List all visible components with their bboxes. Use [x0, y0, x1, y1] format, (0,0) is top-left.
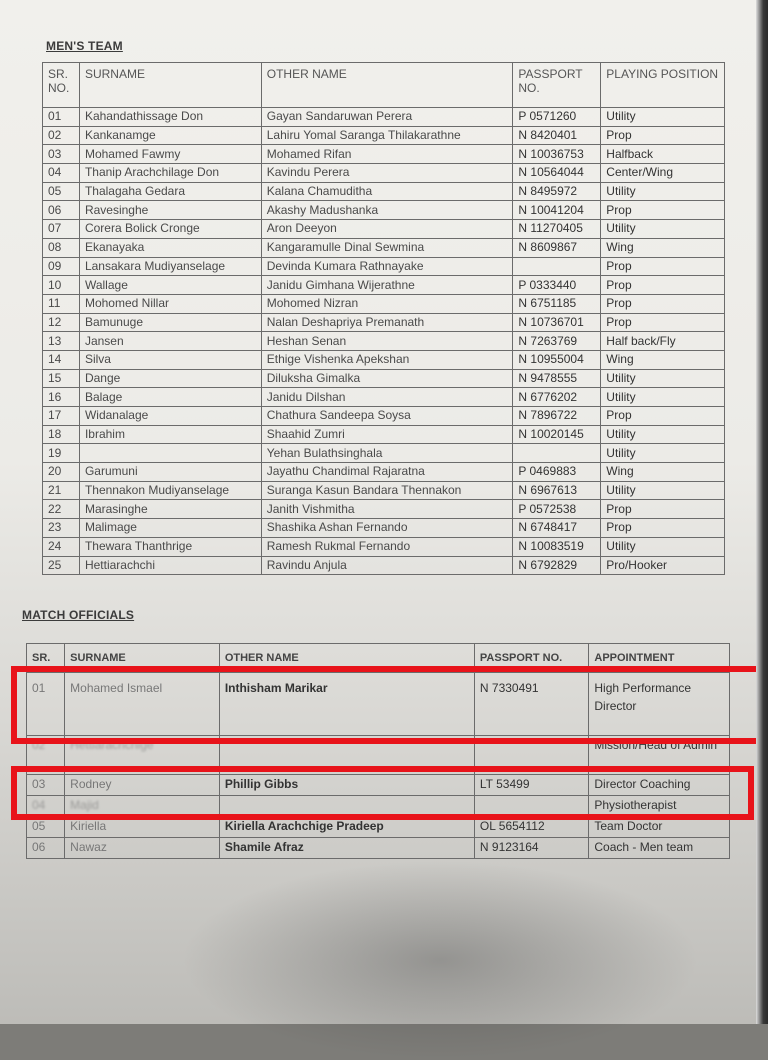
table-row [43, 463, 725, 482]
match-officials-title: MATCH OFFICIALS [22, 608, 135, 622]
cell-other-name: Janidu Dilshan [261, 388, 513, 407]
cell-other-name: Kalana Chamuditha [261, 182, 513, 201]
cell-position: Prop [601, 201, 725, 220]
cell-position: Utility [601, 537, 725, 556]
cell-other-name: Kavindu Perera [261, 164, 513, 183]
mens-team-table [42, 62, 725, 575]
cell-surname: Silva [79, 350, 261, 369]
cell-other-name: Suranga Kasun Bandara Thennakon [261, 481, 513, 500]
cell-sr: 14 [43, 350, 80, 369]
cell-sr: 15 [43, 369, 80, 388]
cell-passport: N 10736701 [513, 313, 601, 332]
cell-surname: Balage [79, 388, 261, 407]
table-row [43, 556, 725, 575]
table-row [43, 145, 725, 164]
cell-sr: 02 [27, 736, 65, 775]
cell-surname: Bamunuge [79, 313, 261, 332]
cell-passport: N 8420401 [513, 126, 601, 145]
cell-surname: Nawaz [65, 838, 220, 859]
table-row [43, 126, 725, 145]
cell-sr: 09 [43, 257, 80, 276]
cell-position: Wing [601, 463, 725, 482]
cell-passport: N 10020145 [513, 425, 601, 444]
table-row [43, 313, 725, 332]
cell-surname: Kiriella [65, 817, 220, 838]
cell-passport: N 7896722 [513, 407, 601, 426]
table-row [43, 519, 725, 538]
cell-sr: 05 [27, 817, 65, 838]
cell-passport: P 0333440 [513, 276, 601, 295]
table-row [43, 481, 725, 500]
shadow-overlay [180, 860, 700, 1060]
cell-appointment: Team Doctor [589, 817, 730, 838]
cell-passport: N 10564044 [513, 164, 601, 183]
cell-sr: 02 [43, 126, 80, 145]
table-row [43, 164, 725, 183]
cell-other-name: Akashy Madushanka [261, 201, 513, 220]
cell-passport: N 10083519 [513, 537, 601, 556]
table-row [43, 332, 725, 351]
cell-position: Prop [601, 313, 725, 332]
cell-passport: N 6776202 [513, 388, 601, 407]
table-row [43, 257, 725, 276]
cell-sr: 04 [27, 796, 65, 817]
cell-position: Pro/Hooker [601, 556, 725, 575]
cell-other-name: Devinda Kumara Rathnayake [261, 257, 513, 276]
cell-passport [513, 444, 601, 463]
cell-sr: 13 [43, 332, 80, 351]
cell-surname: Lansakara Mudiyanselage [79, 257, 261, 276]
header-surname: SURNAME [65, 644, 220, 673]
cell-passport: N 9123164 [474, 838, 588, 859]
cell-position: Utility [601, 182, 725, 201]
cell-surname: Ravesinghe [79, 201, 261, 220]
cell-position: Utility [601, 425, 725, 444]
cell-other-name: Nalan Deshapriya Premanath [261, 313, 513, 332]
cell-other-name: Heshan Senan [261, 332, 513, 351]
cell-passport: P 0469883 [513, 463, 601, 482]
cell-appointment: High Performance Director [589, 673, 730, 736]
header-other-name: OTHER NAME [219, 644, 474, 673]
table-row [43, 294, 725, 313]
cell-surname: Majid [65, 796, 220, 817]
cell-position: Halfback [601, 145, 725, 164]
cell-sr: 11 [43, 294, 80, 313]
cell-position: Prop [601, 500, 725, 519]
cell-sr: 16 [43, 388, 80, 407]
cell-sr: 01 [27, 673, 65, 736]
cell-other-name: Lahiru Yomal Saranga Thilakarathne [261, 126, 513, 145]
cell-position: Utility [601, 220, 725, 239]
table-row [43, 182, 725, 201]
cell-passport: N 8495972 [513, 182, 601, 201]
cell-surname: Dange [79, 369, 261, 388]
cell-sr: 06 [43, 201, 80, 220]
cell-sr: 24 [43, 537, 80, 556]
cell-other-name: Aron Deeyon [261, 220, 513, 239]
cell-appointment: Physiotherapist [589, 796, 730, 817]
cell-surname: Thennakon Mudiyanselage [79, 481, 261, 500]
highlight-box-director-coaching [11, 766, 754, 820]
page-edge [756, 0, 768, 1024]
table-row [43, 108, 725, 127]
cell-passport: N 7263769 [513, 332, 601, 351]
cell-other-name: Shashika Ashan Fernando [261, 519, 513, 538]
cell-sr: 17 [43, 407, 80, 426]
cell-appointment: Coach - Men team [589, 838, 730, 859]
cell-position: Utility [601, 388, 725, 407]
cell-passport: P 0572538 [513, 500, 601, 519]
table-row [27, 838, 730, 859]
table-row [43, 350, 725, 369]
cell-surname [79, 444, 261, 463]
cell-surname: Mohomed Nillar [79, 294, 261, 313]
cell-other-name: Shamile Afraz [219, 838, 474, 859]
cell-passport: N 6792829 [513, 556, 601, 575]
cell-passport: N 11270405 [513, 220, 601, 239]
highlight-box-high-performance-director [11, 666, 763, 744]
cell-sr: 03 [43, 145, 80, 164]
cell-other-name: Yehan Bulathsinghala [261, 444, 513, 463]
cell-surname: Corera Bolick Cronge [79, 220, 261, 239]
cell-sr: 21 [43, 481, 80, 500]
cell-surname: Ekanayaka [79, 238, 261, 257]
cell-passport: OL 5654112 [474, 817, 588, 838]
header-position: PLAYING POSITION [601, 63, 725, 108]
cell-surname: Hettiarachchi [79, 556, 261, 575]
cell-position: Prop [601, 519, 725, 538]
cell-sr: 25 [43, 556, 80, 575]
table-row [43, 537, 725, 556]
cell-other-name: Shaahid Zumri [261, 425, 513, 444]
cell-other-name: Inthisham Marikar [219, 673, 474, 736]
cell-other-name: Mohamed Rifan [261, 145, 513, 164]
cell-position: Wing [601, 238, 725, 257]
header-sr: SR. NO. [43, 63, 80, 108]
cell-sr: 04 [43, 164, 80, 183]
cell-other-name: Janidu Gimhana Wijerathne [261, 276, 513, 295]
cell-surname: Jansen [79, 332, 261, 351]
cell-passport: P 0571260 [513, 108, 601, 127]
header-sr: SR. [27, 644, 65, 673]
cell-position: Center/Wing [601, 164, 725, 183]
header-appointment: APPOINTMENT [589, 644, 730, 673]
cell-passport: N 10041204 [513, 201, 601, 220]
cell-passport: N 6748417 [513, 519, 601, 538]
cell-position: Prop [601, 257, 725, 276]
cell-other-name: Kiriella Arachchige Pradeep [219, 817, 474, 838]
cell-surname: Mohamed Fawmy [79, 145, 261, 164]
table-row [43, 220, 725, 239]
cell-position: Utility [601, 369, 725, 388]
cell-passport: LT 53499 [474, 775, 588, 796]
cell-sr: 19 [43, 444, 80, 463]
cell-surname: Malimage [79, 519, 261, 538]
cell-other-name: Janith Vishmitha [261, 500, 513, 519]
cell-other-name: Ravindu Anjula [261, 556, 513, 575]
cell-position: Utility [601, 444, 725, 463]
cell-passport: N 10955004 [513, 350, 601, 369]
table-row [43, 388, 725, 407]
header-surname: SURNAME [79, 63, 261, 108]
cell-other-name: Kangaramulle Dinal Sewmina [261, 238, 513, 257]
cell-other-name: Chathura Sandeepa Soysa [261, 407, 513, 426]
cell-sr: 03 [27, 775, 65, 796]
cell-surname: Mohamed Ismael [65, 673, 220, 736]
cell-position: Utility [601, 108, 725, 127]
table-row [43, 276, 725, 295]
cell-position: Prop [601, 276, 725, 295]
cell-sr: 10 [43, 276, 80, 295]
cell-surname: Kahandathissage Don [79, 108, 261, 127]
cell-other-name: Diluksha Gimalka [261, 369, 513, 388]
cell-surname: Thewara Thanthrige [79, 537, 261, 556]
cell-surname: Ibrahim [79, 425, 261, 444]
cell-surname: Hettiarachchige [65, 736, 220, 775]
cell-appointment: Director Coaching [589, 775, 730, 796]
cell-other-name: Phillip Gibbs [219, 775, 474, 796]
header-other-name: OTHER NAME [261, 63, 513, 108]
cell-appointment: Mission/Head of Admin [589, 736, 730, 775]
cell-surname: Thanip Arachchilage Don [79, 164, 261, 183]
mens-team-title: MEN'S TEAM [46, 39, 123, 53]
cell-position: Half back/Fly [601, 332, 725, 351]
cell-sr: 20 [43, 463, 80, 482]
cell-other-name: Gayan Sandaruwan Perera [261, 108, 513, 127]
cell-surname: Garumuni [79, 463, 261, 482]
cell-sr: 06 [27, 838, 65, 859]
header-passport: PASSPORT NO. [474, 644, 588, 673]
table-header-row [43, 63, 725, 108]
table-row [43, 425, 725, 444]
cell-surname: Wallage [79, 276, 261, 295]
cell-surname: Kankanamge [79, 126, 261, 145]
cell-surname: Marasinghe [79, 500, 261, 519]
cell-sr: 05 [43, 182, 80, 201]
cell-sr: 01 [43, 108, 80, 127]
cell-sr: 12 [43, 313, 80, 332]
cell-surname: Rodney [65, 775, 220, 796]
cell-surname: Thalagaha Gedara [79, 182, 261, 201]
table-row [43, 201, 725, 220]
cell-sr: 18 [43, 425, 80, 444]
table-row [43, 238, 725, 257]
table-row [43, 369, 725, 388]
cell-sr: 22 [43, 500, 80, 519]
table-row [43, 444, 725, 463]
cell-other-name: Mohomed Nizran [261, 294, 513, 313]
table-row [43, 500, 725, 519]
cell-passport [513, 257, 601, 276]
cell-surname: Widanalage [79, 407, 261, 426]
cell-position: Wing [601, 350, 725, 369]
cell-other-name: Ramesh Rukmal Fernando [261, 537, 513, 556]
table-row [43, 407, 725, 426]
cell-passport: N 9478555 [513, 369, 601, 388]
cell-passport: N 8609867 [513, 238, 601, 257]
cell-position: Utility [601, 481, 725, 500]
cell-passport: N 7330491 [474, 673, 588, 736]
cell-sr: 08 [43, 238, 80, 257]
cell-other-name: Ethige Vishenka Apekshan [261, 350, 513, 369]
cell-other-name: Jayathu Chandimal Rajaratna [261, 463, 513, 482]
cell-position: Prop [601, 126, 725, 145]
cell-position: Prop [601, 294, 725, 313]
cell-passport: N 6967613 [513, 481, 601, 500]
cell-sr: 07 [43, 220, 80, 239]
cell-passport: N 6751185 [513, 294, 601, 313]
cell-passport: N 10036753 [513, 145, 601, 164]
cell-sr: 23 [43, 519, 80, 538]
header-passport: PASSPORT NO. [513, 63, 601, 108]
cell-position: Prop [601, 407, 725, 426]
